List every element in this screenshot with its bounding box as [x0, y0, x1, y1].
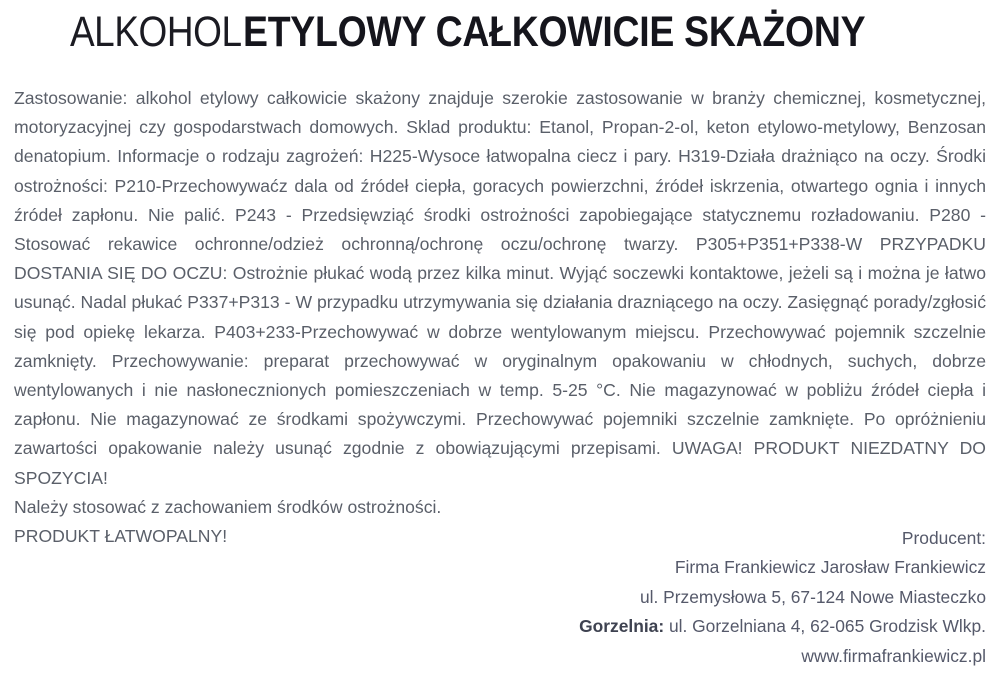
- producer-address: ul. Przemysłowa 5, 67-124 Nowe Miasteczko: [639, 586, 986, 607]
- producer-heading: Producent:: [901, 528, 986, 548]
- title-bold-phrase: ETYLOWY CAŁKOWICIE SKAŻONY: [243, 7, 866, 56]
- distillery-address: ul. Gorzelniana 4, 62-065 Grodzisk Wlkp.: [668, 616, 986, 637]
- main-description-paragraph: Zastosowanie: alkohol etylowy całkowicie skażony znajduje szerokie zastosowanie w branży chemicznej, kosmetycznej, motoryzacyjnej czy gospodarstwach domowych. Sklad produktu: Etanol, Propan-2-ol, keton etylowo-metylowy, Benzosan denatopium. Informacje o rodzaju zagrożeń: H225-Wysoce łatwopalna ciecz i pary. H319-Działa drażniąco na oczy. Środki ostrożności: P210-Przechowywaćz dala od źródeł ciepła, goracych powierzchni, źródeł iskrzenia, otwartego ognia i innych źródeł zapłonu. Nie palić. P243 - Przedsięwziąć środki ostrożności zapobiegające statycznemu rozładowaniu. P280 - Stosować rekawice ochronne/odzież ochronną/ochronę oczu/ochronę twarzy. P305+P351+P338-W PRZYPADKU DOSTANIA SIĘ DO OCZU: Ostrożnie płukać wodą przez kilka minut. Wyjąć soczewki kontaktowe, jeżeli są i można je łatwo usunąć. Nadal płukać P337+P313 - W przypadku utrzymywania się działania drazniącego na oczy. Zasięgnąć porady/zgłosić się pod opiekę lekarza. P403+233-Przechowywać w dobrze wentylowanym miejscu. Przechowywać pojemnik szczelnie zamknięty. Przechowywanie: preparat przechowywać w oryginalnym opakowaniu w chłodnych, suchych, dobrze wentylowanych i nie nasłonecznionych pomieszczeniach w temp. 5-25 °C. Nie magazynować w pobliżu źródeł ciepła i zapłonu. Nie magazynować ze środkami spożywczymi. Przechowywać pojemniki szczelnie zamknięte. Po opróżnieniu zawartości opakowanie należy usunąć zgodnie z obowiązującymi przepisami. UWAGA! PRODUKT NIEZDATNY DO SPOZYCIA!: [14, 88, 986, 488]
- distillery-line: [346, 612, 986, 641]
- caution-line: Należy stosować z zachowaniem środków ostrożności.: [14, 496, 442, 517]
- label-body-text: [14, 84, 986, 551]
- page-title: [0, 4, 1000, 60]
- title-light-word: ALKOHOL: [69, 7, 242, 56]
- distillery-label: Gorzelnia:: [579, 616, 669, 637]
- producer-details: [346, 524, 986, 671]
- producer-company-name: Firma Frankiewicz Jarosław Frankiewicz: [674, 557, 986, 578]
- flammable-warning-line: PRODUKT ŁATWOPALNY!: [14, 526, 228, 547]
- producer-website: www.firmafrankiewicz.pl: [801, 645, 986, 666]
